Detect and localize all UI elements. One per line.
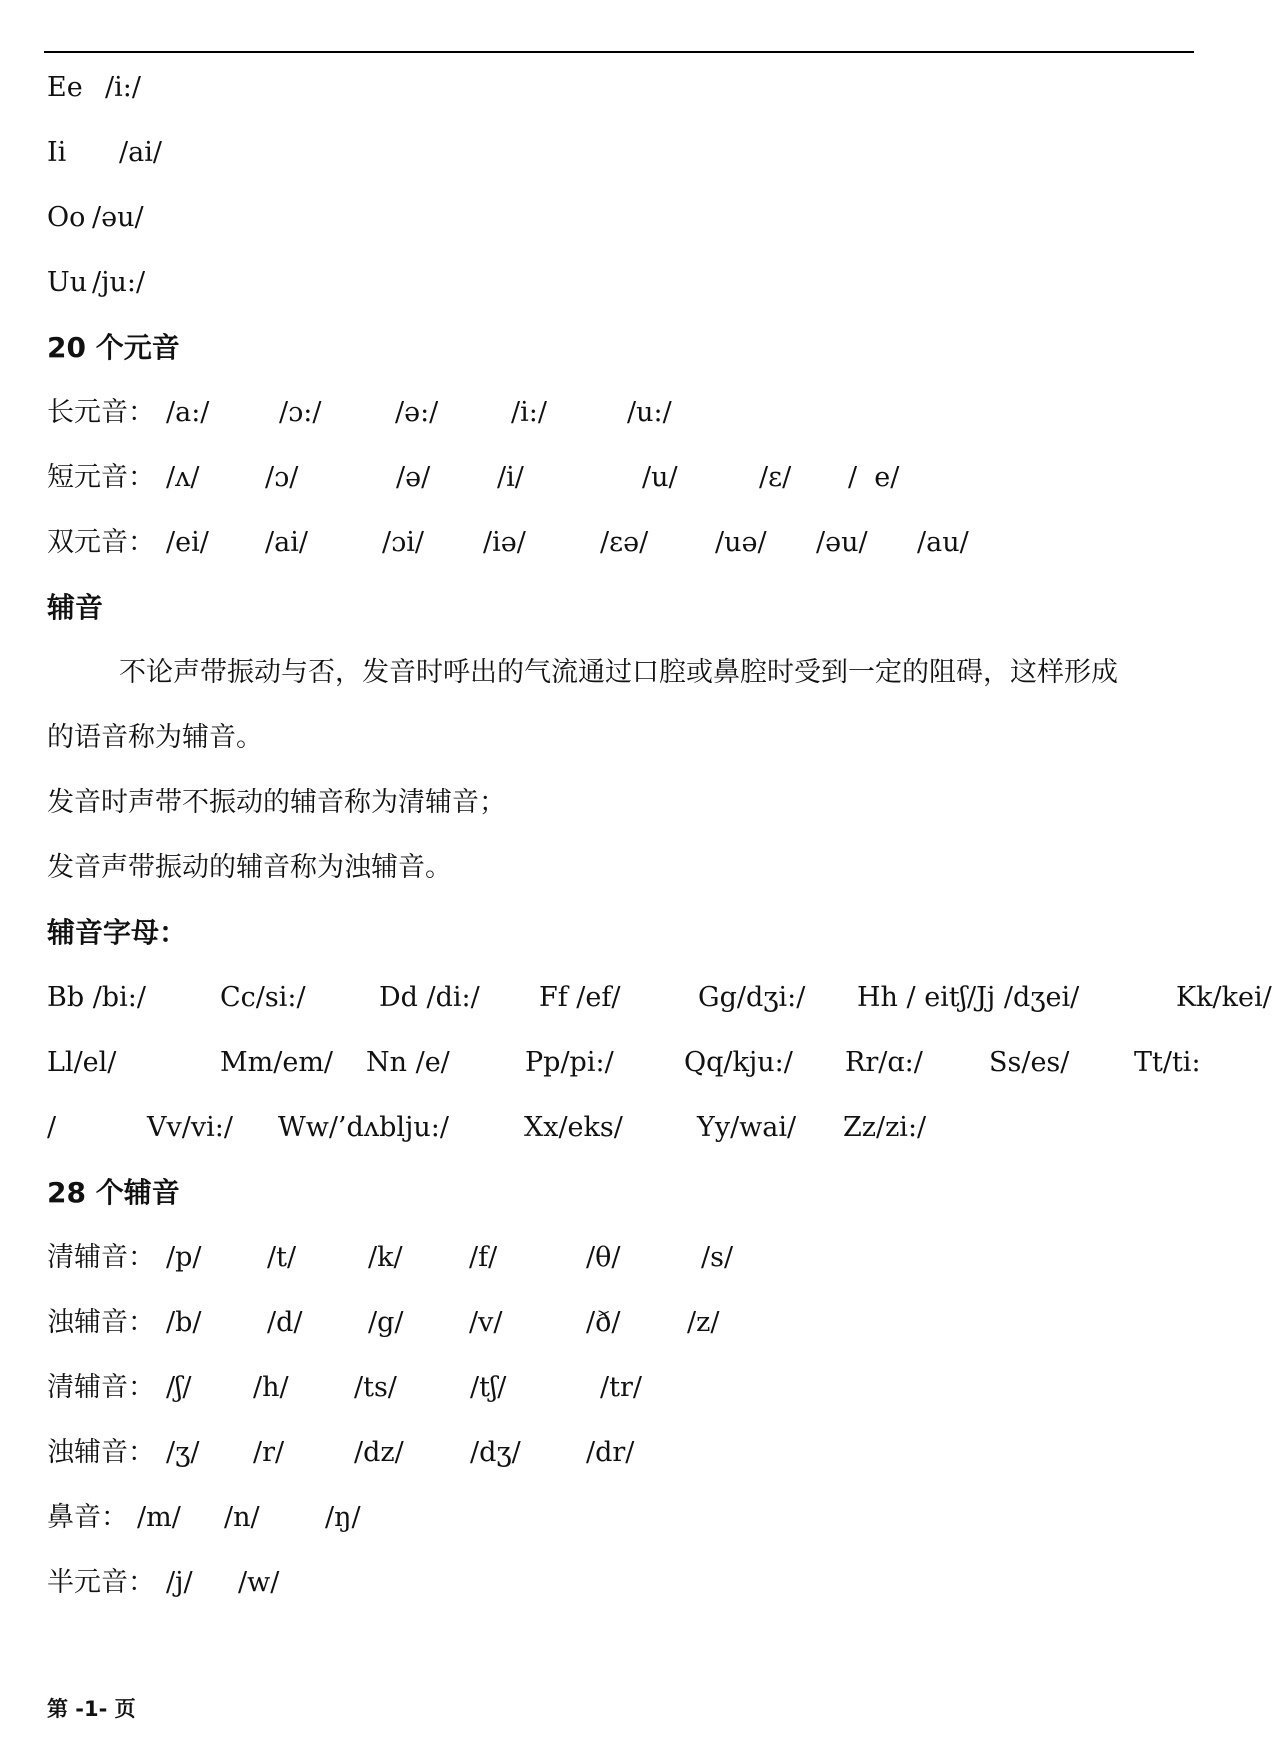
letter-phonetic: Kk/kei/: [1176, 982, 1272, 1013]
consonant-row: [47, 1559, 1237, 1624]
phoneme: /f/: [469, 1242, 498, 1273]
phoneme: / e/: [848, 462, 900, 493]
phoneme: /ɛ/: [759, 462, 792, 493]
row-label: 浊辅音：: [47, 1437, 155, 1468]
consonant-sounds-heading: 28 个辅音: [47, 1176, 180, 1209]
phoneme: /i/: [497, 462, 524, 493]
letter-phonetic: Rr/ɑ:/: [845, 1047, 923, 1078]
phoneme: /u:/: [627, 397, 672, 428]
phoneme: /ə/: [396, 462, 431, 493]
row-label: 双元音：: [47, 527, 155, 558]
voiceless-definition: 发音时声带不振动的辅音称为清辅音；: [47, 787, 506, 818]
phoneme: /ŋ/: [325, 1502, 361, 1533]
letter-phonetic: Hh / eitʃ/Jj /dʒei/: [857, 982, 1080, 1013]
letter-phonetic: Cc/si:/: [220, 982, 306, 1013]
phoneme: /p/: [166, 1242, 202, 1273]
header-rule: [44, 51, 1194, 53]
page-footer: 第 -1- 页: [47, 1697, 136, 1721]
letter-phonetic: Dd /di:/: [379, 982, 480, 1013]
letter-vowel-line: [47, 194, 1237, 259]
phonetic: /əu/: [92, 202, 144, 233]
phoneme: /au/: [917, 527, 969, 558]
letter-vowel-line: [47, 259, 1237, 324]
phoneme: /tr/: [600, 1372, 642, 1403]
phoneme: /əu/: [816, 527, 868, 558]
letter-phonetic: Ss/es/: [989, 1047, 1070, 1078]
phoneme: /iə/: [483, 527, 526, 558]
letter-phonetic: Xx/eks/: [524, 1112, 623, 1143]
row-label: 半元音：: [47, 1567, 155, 1598]
phoneme: /dz/: [354, 1437, 404, 1468]
vowel-row-long: [47, 389, 1237, 454]
letter: Oo: [47, 202, 86, 233]
letter-vowel-line: [47, 64, 1237, 129]
consonant-row: [47, 1234, 1237, 1299]
consonant-letters-line: [47, 974, 1272, 1039]
letter-phonetic: Vv/vi:/: [147, 1112, 233, 1143]
phonetic: /ju:/: [92, 267, 146, 298]
phoneme: /dʒ/: [470, 1437, 521, 1468]
phoneme: /uə/: [715, 527, 767, 558]
phonetic: /ai/: [119, 137, 162, 168]
phoneme: /w/: [238, 1567, 280, 1598]
letter-phonetic: Gg/dʒi:/: [698, 982, 806, 1013]
phoneme: /h/: [253, 1372, 289, 1403]
phoneme: /u/: [642, 462, 678, 493]
consonant-row: [47, 1299, 1237, 1364]
letter-phonetic: Pp/pi:/: [525, 1047, 614, 1078]
phoneme: /ʃ/: [166, 1372, 192, 1403]
consonant-letters-line: [47, 1104, 1237, 1169]
consonant-letters-heading: 辅音字母：: [47, 916, 188, 949]
phoneme: /ʒ/: [166, 1437, 200, 1468]
phoneme: /j/: [166, 1567, 193, 1598]
phoneme: /t/: [267, 1242, 297, 1273]
row-label: 鼻音：: [47, 1502, 128, 1533]
consonant-row: [47, 1429, 1237, 1494]
letter-phonetic: Yy/wai/: [697, 1112, 797, 1143]
phoneme: /ei/: [166, 527, 209, 558]
row-label: 浊辅音：: [47, 1307, 155, 1338]
phoneme: /s/: [701, 1242, 734, 1273]
phoneme: /ɛə/: [600, 527, 649, 558]
vowel-row-diphthong: [47, 519, 1237, 584]
phoneme: /i:/: [511, 397, 547, 428]
letter: Ii: [47, 137, 67, 168]
row-label: 长元音：: [47, 397, 155, 428]
letter: Uu: [47, 267, 88, 298]
letter-phonetic: Mm/em/: [220, 1047, 334, 1078]
phoneme: /ɔ:/: [279, 397, 322, 428]
phoneme: /ʌ/: [166, 462, 200, 493]
phoneme: /a:/: [166, 397, 210, 428]
consonant-letters-line: [47, 1039, 1237, 1104]
phoneme: /m/: [137, 1502, 181, 1533]
phoneme: /v/: [469, 1307, 503, 1338]
phoneme: /ɔ/: [265, 462, 299, 493]
phoneme: /tʃ/: [470, 1372, 507, 1403]
row-label: 短元音：: [47, 462, 155, 493]
row-label: 清辅音：: [47, 1242, 155, 1273]
phoneme: /k/: [368, 1242, 403, 1273]
phoneme: /dr/: [586, 1437, 635, 1468]
phoneme: /ɔi/: [382, 527, 424, 558]
row-label: 清辅音：: [47, 1372, 155, 1403]
phoneme: /ð/: [586, 1307, 621, 1338]
letter-phonetic: Bb /bi:/: [47, 982, 146, 1013]
letter-phonetic: Ll/el/: [47, 1047, 117, 1078]
definition-paragraph-line-1: 不论声带振动与否，发音时呼出的气流通过口腔或鼻腔时受到一定的阻碍，这样形成: [119, 657, 1118, 688]
letter-phonetic: Nn /e/: [366, 1047, 450, 1078]
vowel-row-short: [47, 454, 1237, 519]
letter-vowel-line: [47, 129, 1237, 194]
phoneme: /b/: [166, 1307, 202, 1338]
phoneme: /r/: [253, 1437, 285, 1468]
voiced-definition: 发音声带振动的辅音称为浊辅音。: [47, 852, 452, 883]
letter-phonetic: /: [47, 1112, 57, 1143]
consonant-row: [47, 1494, 1237, 1559]
phonetic: /i:/: [105, 72, 141, 103]
phoneme: /g/: [368, 1307, 404, 1338]
letter-phonetic: Ww/’dʌblju:/: [278, 1112, 449, 1143]
phoneme: /d/: [267, 1307, 303, 1338]
consonants-heading: 辅音: [47, 591, 104, 624]
phoneme: /ə:/: [395, 397, 439, 428]
letter: Ee: [47, 72, 83, 103]
phoneme: /ai/: [265, 527, 308, 558]
phoneme: /ts/: [354, 1372, 397, 1403]
phoneme: /n/: [224, 1502, 260, 1533]
phoneme: /z/: [687, 1307, 720, 1338]
letter-phonetic: Zz/zi:/: [843, 1112, 927, 1143]
consonant-row: [47, 1364, 1237, 1429]
letter-phonetic: Ff /ef/: [539, 982, 621, 1013]
vowels-heading: 20 个元音: [47, 331, 180, 364]
phoneme: /θ/: [586, 1242, 621, 1273]
definition-paragraph-line-2: 的语音称为辅音。: [47, 722, 263, 753]
document-body: [47, 64, 1272, 1624]
letter-phonetic: Qq/kju:/: [684, 1047, 793, 1078]
letter-phonetic: Tt/ti:: [1134, 1047, 1201, 1078]
